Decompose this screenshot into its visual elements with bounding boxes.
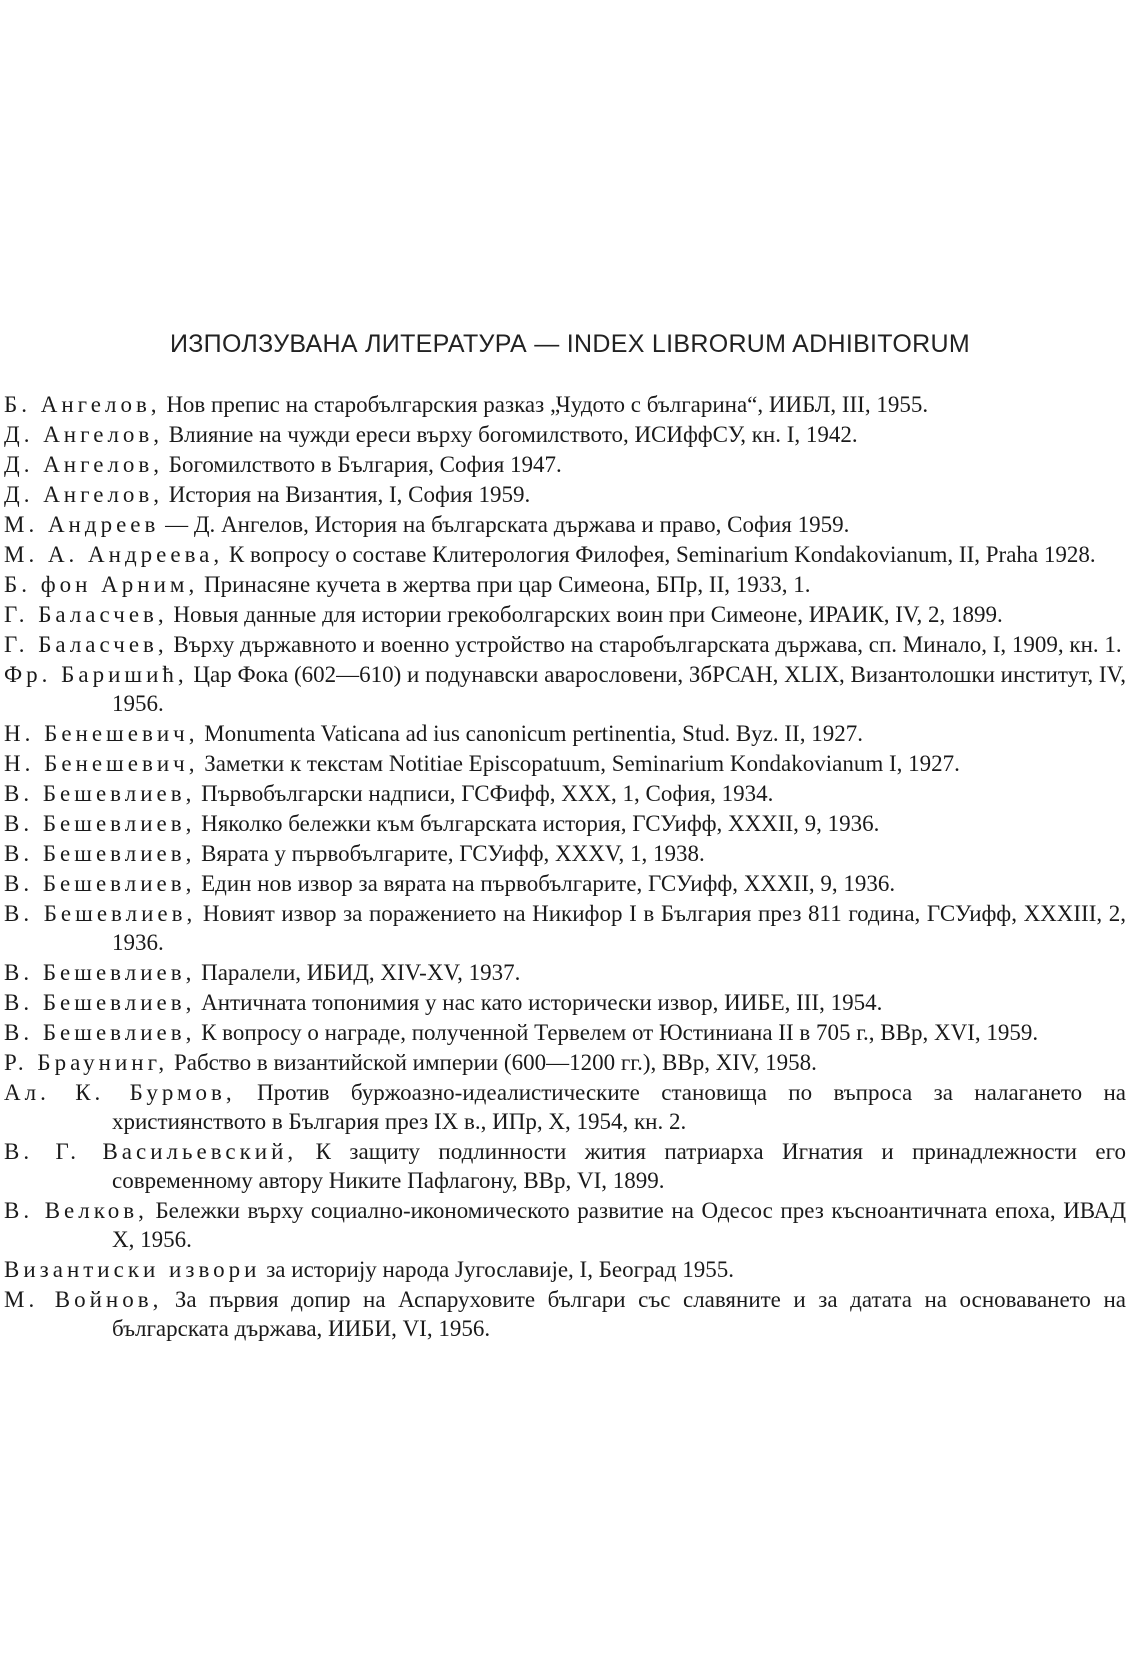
- entry-author: Б. фон Арним,: [4, 572, 199, 597]
- entry-author: В. Бешевлиев,: [4, 871, 196, 896]
- bibliography-entry: [4, 779, 1126, 808]
- entry-author: В. Бешевлиев,: [4, 811, 196, 836]
- bibliography-entry: [4, 660, 1126, 718]
- entry-author: М. Войнов,: [4, 1287, 163, 1312]
- bibliography-entry: [4, 1196, 1126, 1254]
- entry-text: Богомилството в България, София 1947.: [163, 452, 562, 477]
- entry-author: М. Андреев: [4, 512, 160, 537]
- bibliography-entry: [4, 809, 1126, 838]
- entry-text: Новият извор за поражението на Никифор I в България през 811 година, ГСУифф, XXXIII, 2, 1936.: [112, 901, 1126, 955]
- bibliography-entry: [4, 1018, 1126, 1047]
- entry-text: Първобългарски надписи, ГСФифф, XXX, 1, София, 1934.: [195, 781, 774, 806]
- entry-text: К вопросу о награде, полученной Тервелем от Юстиниана II в 705 г., ВВр, XVI, 1959.: [195, 1020, 1039, 1045]
- bibliography-entry: [4, 480, 1126, 509]
- bibliography-entry: [4, 450, 1126, 479]
- bibliography-entry: [4, 390, 1126, 419]
- entry-text: Върху държавното и военно устройство на старобългарската държава, сп. Минало, I, 1909, кн. 1.: [167, 632, 1122, 657]
- entry-author: В. Бешевлиев,: [4, 781, 196, 806]
- entry-author: Б. Ангелов,: [4, 392, 161, 417]
- bibliography-entry: [4, 420, 1126, 449]
- entry-text: за историју народа Југославије, I, Београд 1955.: [260, 1257, 734, 1282]
- entry-author: В. Бешевлиев,: [4, 901, 197, 926]
- bibliography-entry: [4, 630, 1126, 659]
- bibliography-entry: [4, 839, 1126, 868]
- entry-author: Ал. К. Бурмов,: [4, 1080, 236, 1105]
- entry-author: Д. Ангелов,: [4, 422, 164, 447]
- bibliography-entry: [4, 570, 1126, 599]
- entry-text: Вярата у първобългарите, ГСУифф, XXXV, 1, 1938.: [195, 841, 705, 866]
- bibliography-list: [4, 390, 1126, 1344]
- bibliography-entry: [4, 1048, 1126, 1077]
- page-title: ИЗПОЛЗУВАНА ЛИТЕРАТУРА — INDEX LIBRORUM ADHIBITORUM: [170, 330, 970, 358]
- entry-author: Г. Баласчев,: [4, 632, 168, 657]
- entry-author: Фр. Баришић,: [4, 662, 188, 687]
- entry-text: Бележки върху социално-икономическото развитие на Одесос през късноантичната епоха, ИВАД X, 1956.: [112, 1198, 1127, 1252]
- bibliography-entry: [4, 1255, 1126, 1284]
- entry-text: Цар Фока (602—610) и подунавски аварословени, ЗбРСАН, XLIX, Византолошки институт, IV, 1956.: [112, 662, 1126, 716]
- bibliography-entry: [4, 1078, 1126, 1136]
- entry-text: Принасяне кучета в жертва при цар Симеона, БПр, II, 1933, 1.: [198, 572, 811, 597]
- entry-author: Н. Бенешевич,: [4, 721, 199, 746]
- entry-text: Monumenta Vaticana ad ius canonicum pertinentia, Stud. Byz. II, 1927.: [198, 721, 863, 746]
- entry-author: М. А. Андреева,: [4, 542, 224, 567]
- entry-text: За първия допир на Аспаруховите българи със славяните и за датата на основаването на българската държава, ИИБИ, VI, 1956.: [112, 1287, 1126, 1341]
- entry-text: Новыя данные для истории грекоболгарских воин при Симеоне, ИРАИК, IV, 2, 1899.: [167, 602, 1003, 627]
- entry-text: Няколко бележки към българската история, ГСУифф, XXXII, 9, 1936.: [195, 811, 880, 836]
- bibliography-entry: [4, 1285, 1126, 1343]
- entry-text: — Д. Ангелов, История на българската държава и право, София 1959.: [159, 512, 850, 537]
- entry-author: Р. Браунинг,: [4, 1050, 169, 1075]
- entry-text: К вопросу о составе Клитерология Филофея, Seminarium Kondakovianum, II, Praha 1928.: [223, 542, 1096, 567]
- bibliography-entry: [4, 540, 1126, 569]
- entry-author: В. Бешевлиев,: [4, 1020, 196, 1045]
- entry-text: Заметки к текстам Notitiae Episcopatuum, Seminarium Kondakovianum I, 1927.: [198, 751, 960, 776]
- entry-text: Един нов извор за вярата на първобългарите, ГСУифф, XXXII, 9, 1936.: [195, 871, 896, 896]
- entry-text: Нов препис на старобългарския разказ „Чудото с българина“, ИИБЛ, III, 1955.: [160, 392, 929, 417]
- entry-author: Н. Бенешевич,: [4, 751, 199, 776]
- entry-author: В. Велков,: [4, 1198, 148, 1223]
- entry-author: В. Бешевлиев,: [4, 841, 196, 866]
- entry-text: К защиту подлинности жития патриарха Игнатия и принадлежности его современному автору Никите Пафлагону, ВВр, VI, 1899.: [112, 1139, 1126, 1193]
- bibliography-entry: [4, 719, 1126, 748]
- bibliography-entry: [4, 958, 1126, 987]
- entry-text: Паралели, ИБИД, XIV-XV, 1937.: [195, 960, 521, 985]
- bibliography-entry: [4, 749, 1126, 778]
- entry-author: В. Бешевлиев,: [4, 960, 196, 985]
- bibliography-entry: [4, 988, 1126, 1017]
- bibliography-entry: [4, 1137, 1126, 1195]
- entry-author: Византиски извори: [4, 1257, 261, 1282]
- entry-author: Д. Ангелов,: [4, 482, 164, 507]
- entry-text: Рабство в византийской империи (600—1200 гг.), ВВр, XIV, 1958.: [168, 1050, 817, 1075]
- bibliography-entry: [4, 600, 1126, 629]
- entry-text: Античната топонимия у нас като исторически извор, ИИБЕ, III, 1954.: [195, 990, 883, 1015]
- entry-author: Г. Баласчев,: [4, 602, 168, 627]
- entry-text: Против буржоазно-идеалистическите становища по въпроса за налагането на християнството в България през IX в., ИПр, X, 1954, кн. 2.: [112, 1080, 1126, 1134]
- bibliography-entry: [4, 510, 1126, 539]
- bibliography-entry: [4, 899, 1126, 957]
- entry-author: Д. Ангелов,: [4, 452, 164, 477]
- entry-text: Влияние на чужди ереси върху богомилството, ИСИффСУ, кн. I, 1942.: [163, 422, 858, 447]
- entry-text: История на Византия, I, София 1959.: [163, 482, 531, 507]
- entry-author: В. Бешевлиев,: [4, 990, 196, 1015]
- entry-author: В. Г. Васильевский,: [4, 1139, 298, 1164]
- bibliography-entry: [4, 869, 1126, 898]
